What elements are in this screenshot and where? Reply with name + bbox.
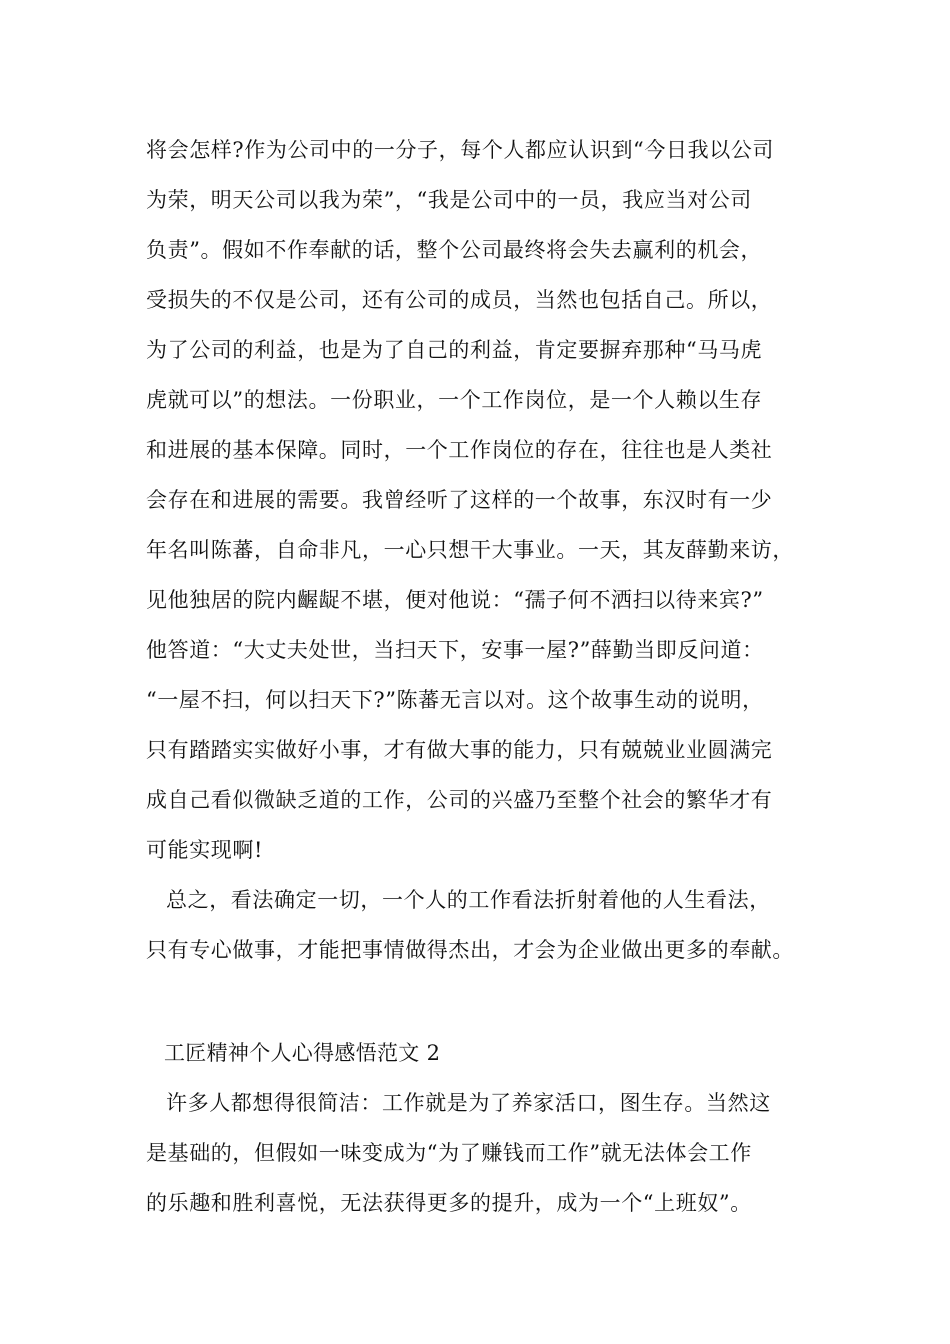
text-line: 成自己看似微缺乏道的工作，公司的兴盛乃至整个社会的繁华才有 [146, 788, 773, 812]
text-line: 为荣，明天公司以我为荣”，“我是公司中的一员，我应当对公司 [146, 188, 752, 212]
text-line: 只有专心做事，才能把事情做得杰出，才会为企业做出更多的奉献。 [146, 938, 794, 962]
text-line: “一屋不扫，何以扫天下?”陈蕃无言以对。这个故事生动的说明， [146, 688, 764, 712]
text-line: 会存在和进展的需要。我曾经听了这样的一个故事，东汉时有一少 [146, 488, 773, 512]
text-line: 是基础的，但假如一味变成为“为了赚钱而工作”就无法体会工作 [146, 1141, 752, 1165]
text-line: 虎就可以”的想法。一份职业，一个工作岗位，是一个人赖以生存 [146, 388, 763, 412]
text-line: 为了公司的利益，也是为了自己的利益，肯定要摒弃那种“马马虎 [146, 338, 763, 362]
text-line: 总之，看法确定一切，一个人的工作看法折射着他的人生看法， [166, 888, 771, 912]
text-line: 受损失的不仅是公司，还有公司的成员，当然也包括自己。所以， [146, 288, 773, 312]
text-line: 只有踏踏实实做好小事，才有做大事的能力，只有兢兢业业圆满完 [146, 738, 773, 762]
text-line: 可能实现啊! [146, 838, 264, 862]
section-heading: 工匠精神个人心得感悟范文 2 [164, 1041, 441, 1065]
text-line: 年名叫陈蕃，自命非凡，一心只想干大事业。一天，其友薛勤来访， [146, 538, 794, 562]
text-line: 将会怎样?作为公司中的一分子，每个人都应认识到“今日我以公司 [146, 138, 774, 162]
text-line: 负责”。假如不作奉献的话，整个公司最终将会失去赢利的机会， [146, 238, 763, 262]
text-line: 的乐趣和胜利喜悦，无法获得更多的提升，成为一个“上班奴”。 [146, 1191, 752, 1215]
text-line: 见他独居的院内齷龊不堪，便对他说：“孺子何不洒扫以待来宾?” [146, 588, 764, 612]
text-line: 许多人都想得很简洁：工作就是为了养家活口，图生存。当然这 [166, 1091, 771, 1115]
text-line: 他答道：“大丈夫处世，当扫天下，安事一屋?”薛勤当即反问道： [146, 638, 764, 662]
text-line: 和进展的基本保障。同时，一个工作岗位的存在，往往也是人类社 [146, 438, 773, 462]
